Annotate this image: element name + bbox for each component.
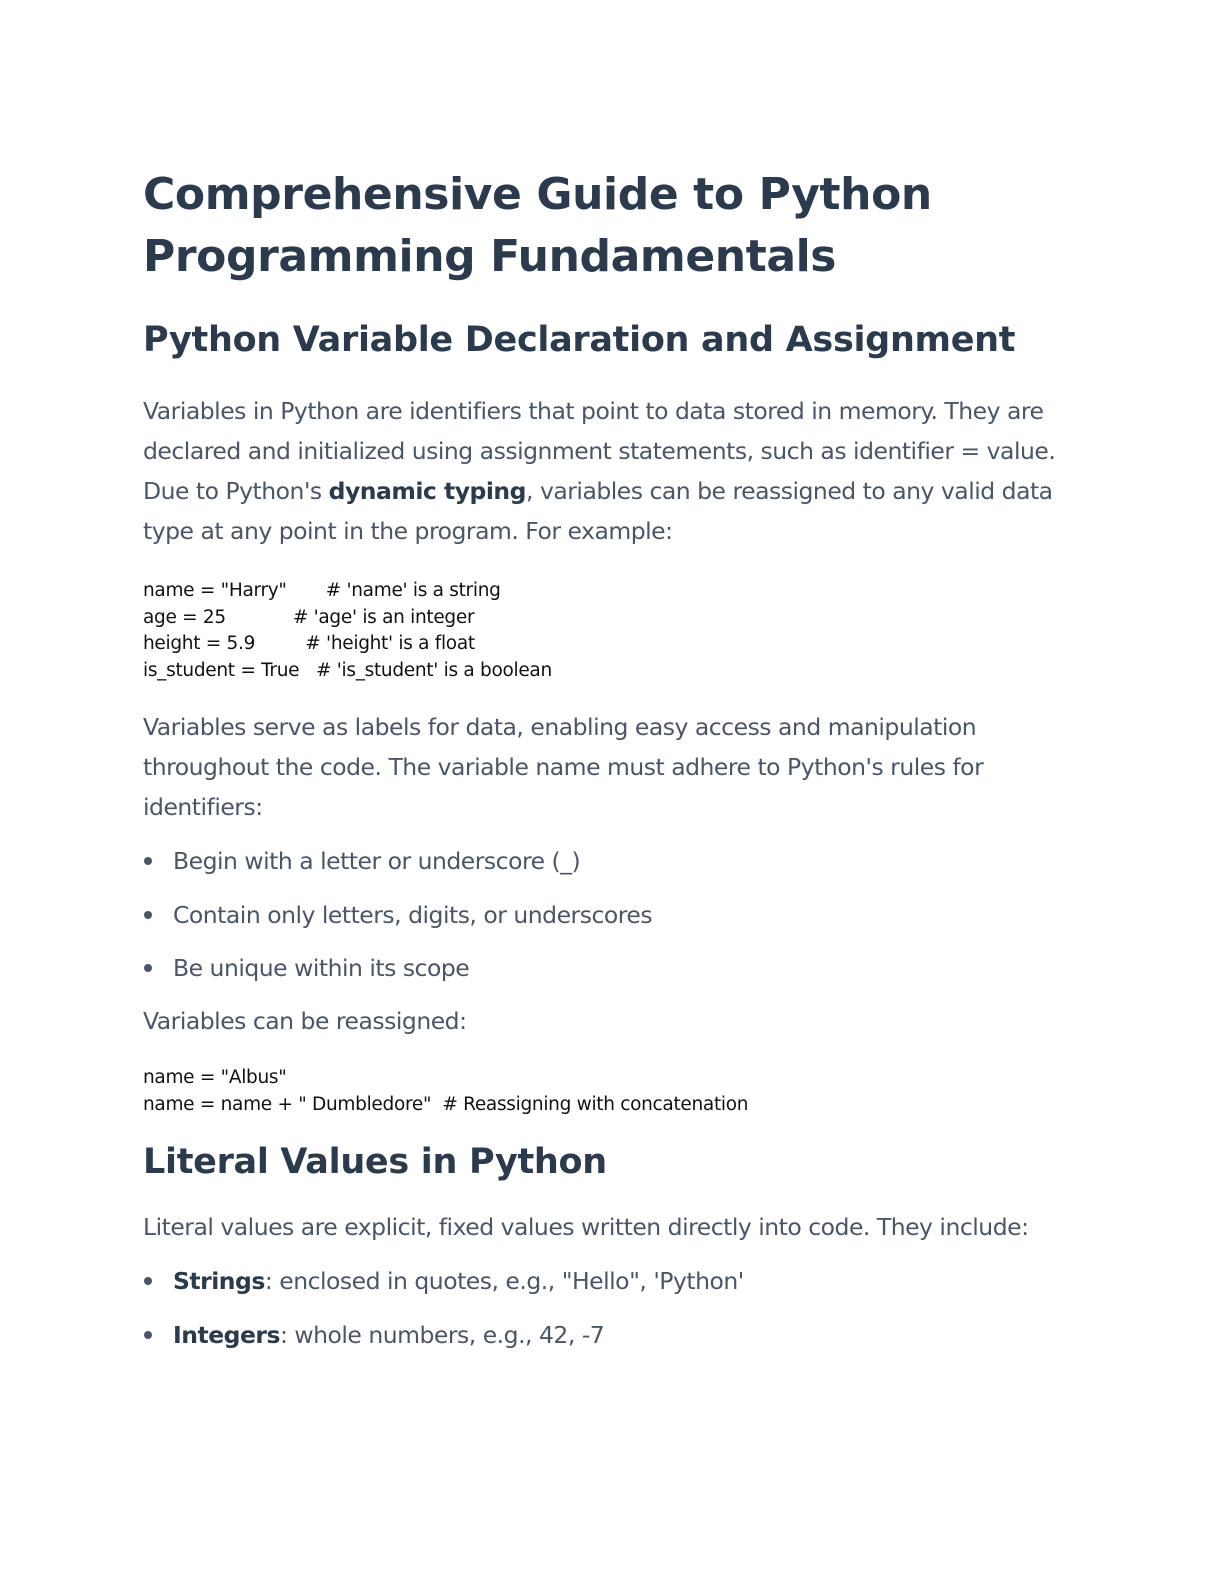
- section-heading-literals: Literal Values in Python: [143, 1142, 607, 1182]
- code-block-reassign: name = "Albus" name = name + " Dumbledore" # Reassigning with concatenation: [143, 1067, 749, 1115]
- bullet-icon: [144, 964, 152, 972]
- bullet-icon: [144, 1331, 152, 1339]
- list-item-term: Strings: [173, 1267, 265, 1295]
- code-block-variables: name = "Harry" # 'name' is a string age = 25 # 'age' is an integer height = 5.9 # 'height' is a float is_student = True # 'is_student' is a boolean: [143, 580, 552, 681]
- page-title: Comprehensive Guide to Python Programming Fundamentals: [143, 169, 932, 282]
- bullet-icon: [144, 1277, 152, 1285]
- bullet-icon: [144, 857, 152, 865]
- list-item: [143, 841, 1083, 881]
- list-item: [143, 948, 1083, 988]
- list-item-text: Contain only letters, digits, or underscores: [173, 900, 653, 929]
- document-page: [143, 164, 1083, 1355]
- literals-intro-paragraph: Literal values are explicit, fixed values written directly into code. They include:: [143, 1213, 1029, 1241]
- list-item-text: Be unique within its scope: [173, 954, 470, 982]
- intro-bold-term: dynamic typing: [328, 477, 526, 505]
- intro-text-part2: , variables can be reassigned to any valid data type at any point in the program. For example:: [143, 477, 1053, 545]
- identifier-rules-paragraph: Variables serve as labels for data, enabling easy access and manipulation throughout the code. The variable name must adhere to Python's rules for identifiers:: [143, 713, 984, 821]
- bullet-icon: [144, 911, 152, 919]
- list-item: [143, 1315, 1083, 1355]
- list-item-text: : whole numbers, e.g., 42, -7: [279, 1320, 605, 1349]
- section-heading-variables: Python Variable Declaration and Assignment: [143, 320, 1016, 360]
- variables-intro-paragraph: [143, 391, 1083, 551]
- intro-text-part1: Variables in Python are identifiers that point to data stored in memory. They are declared and initialized using assignment statements, such as identifier = value. Due to Python's: [143, 397, 1056, 505]
- literals-list: [143, 1261, 1083, 1355]
- list-item-text: Begin with a letter or underscore (_): [173, 847, 581, 875]
- identifier-rules-list: [143, 841, 1083, 988]
- list-item-term: Integers: [173, 1320, 280, 1349]
- list-item: [143, 1261, 1083, 1301]
- list-item-text: : enclosed in quotes, e.g., "Hello", 'Python': [264, 1267, 744, 1295]
- reassign-paragraph: Variables can be reassigned:: [143, 1007, 467, 1035]
- list-item: [143, 895, 1083, 935]
